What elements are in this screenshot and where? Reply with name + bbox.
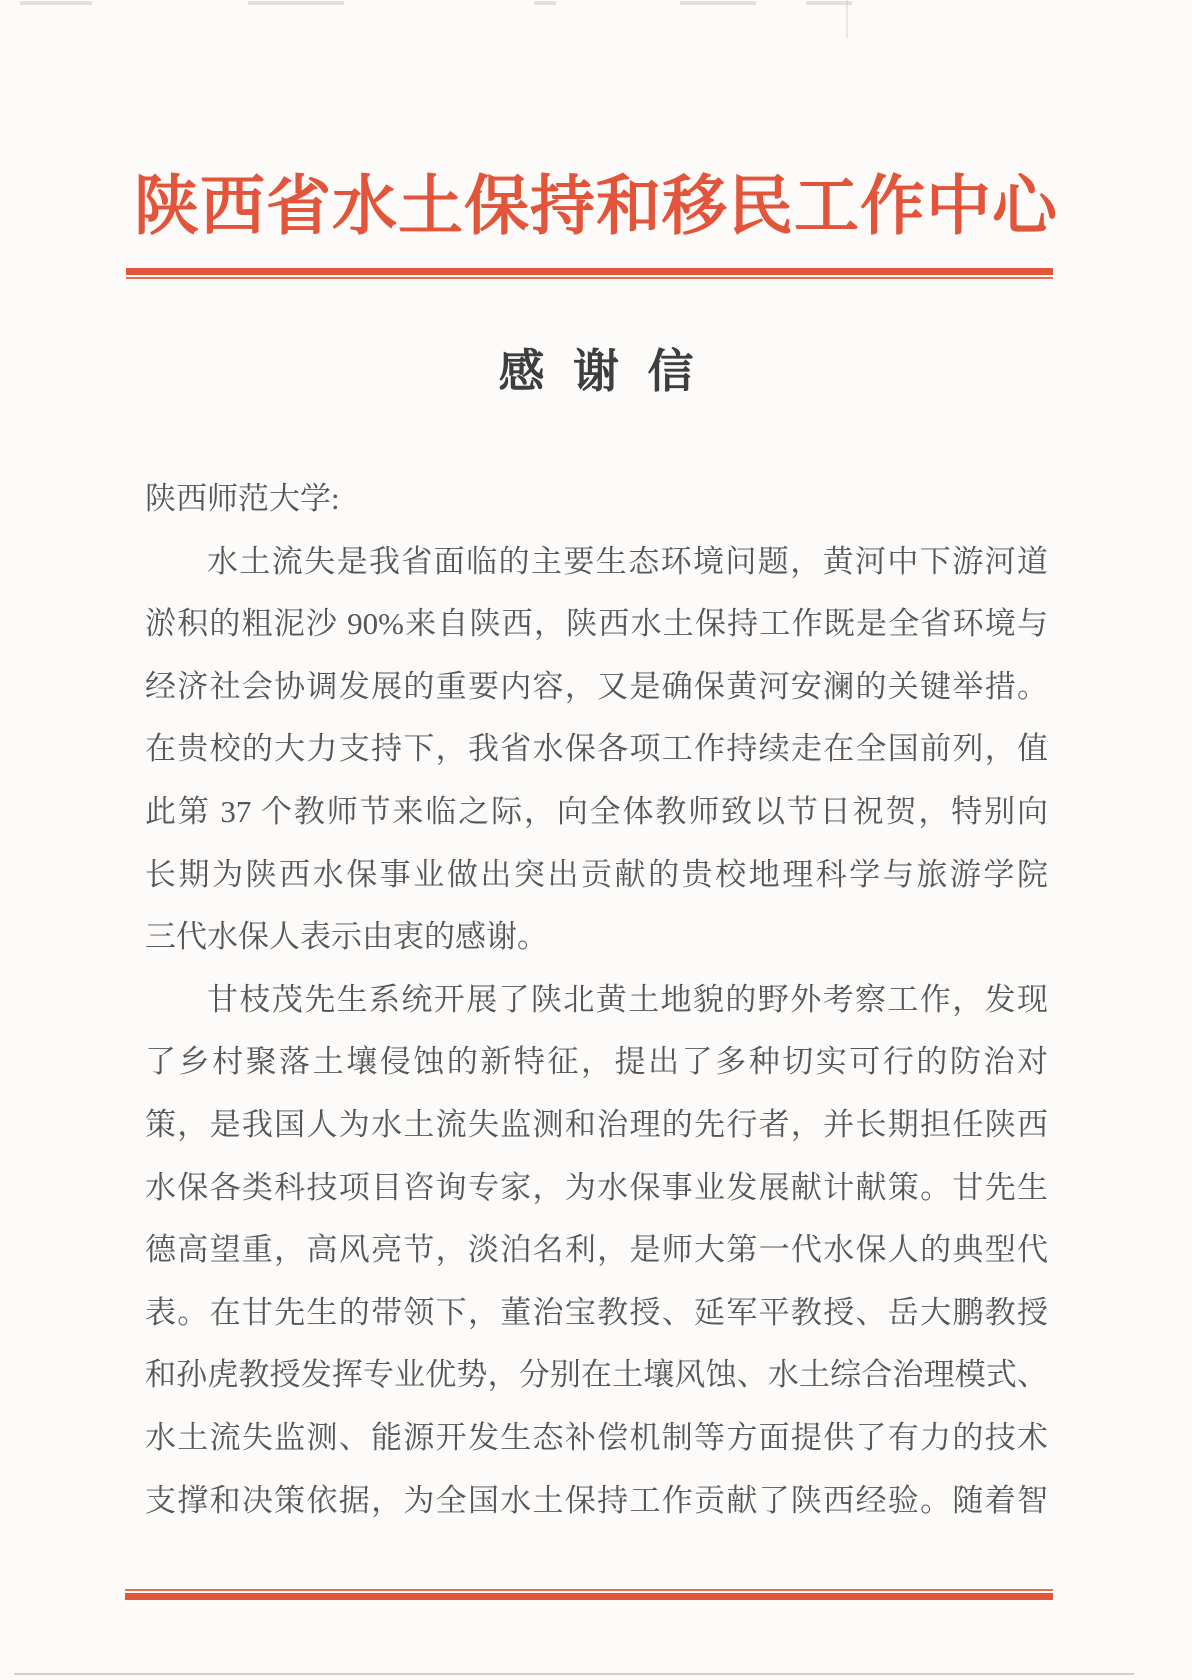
letterhead-rule [126, 268, 1053, 279]
body-line: 此第 37 个教师节来临之际，向全体教师致以节日祝贺，特别向 [145, 793, 1048, 829]
body-line: 经济社会协调发展的重要内容，又是确保黄河安澜的关键举措。 [145, 668, 1048, 704]
letterhead-rule-thin [126, 277, 1053, 279]
body-line: 水土流失监测、能源开发生态补偿机制等方面提供了有力的技术 [145, 1419, 1048, 1455]
scan-artifact [680, 1, 756, 5]
footer-rule-thick [125, 1593, 1053, 1600]
scan-artifact [846, 0, 848, 38]
body-line: 甘枝茂先生系统开展了陕北黄土地貌的野外考察工作，发现 [207, 981, 1048, 1017]
body-line: 长期为陕西水保事业做出突出贡献的贵校地理科学与旅游学院 [145, 856, 1048, 892]
body-line: 在贵校的大力支持下，我省水保各项工作持续走在全国前列，值 [145, 731, 1048, 767]
body-line: 和孙虎教授发挥专业优势，分别在土壤风蚀、水土综合治理模式、 [145, 1357, 1048, 1393]
scan-artifact [20, 1, 92, 5]
footer-rule [125, 1589, 1053, 1600]
body-line: 支撑和决策依据，为全国水土保持工作贡献了陕西经验。随着智 [145, 1482, 1048, 1518]
body-line: 陕西师范大学: [145, 481, 340, 516]
body-line: 了乡村聚落土壤侵蚀的新特征，提出了多种切实可行的防治对 [145, 1044, 1048, 1080]
body-line: 水保各类科技项目咨询专家，为水保事业发展献计献策。甘先生 [145, 1169, 1048, 1205]
letter-body [145, 468, 1048, 1532]
scan-artifact [534, 1, 556, 5]
scan-artifact [14, 1673, 1134, 1675]
body-line: 策，是我国人为水土流失监测和治理的先行者，并长期担任陕西 [145, 1106, 1048, 1142]
letterhead-org-name: 陕西省水土保持和移民工作中心 [133, 171, 1058, 243]
document-title: 感谢信 [498, 346, 723, 397]
body-line: 三代水保人表示由衷的感谢。 [145, 919, 548, 955]
scan-artifact [248, 1, 344, 5]
body-line: 表。在甘先生的带领下，董治宝教授、延军平教授、岳大鹏教授 [145, 1294, 1048, 1330]
letterhead-rule-thick [126, 268, 1053, 275]
body-line: 德高望重，高风亮节，淡泊名利，是师大第一代水保人的典型代 [145, 1232, 1048, 1268]
body-line: 淤积的粗泥沙 90%来自陕西，陕西水土保持工作既是全省环境与 [145, 606, 1048, 642]
body-line: 水土流失是我省面临的主要生态环境问题，黄河中下游河道 [207, 543, 1048, 579]
